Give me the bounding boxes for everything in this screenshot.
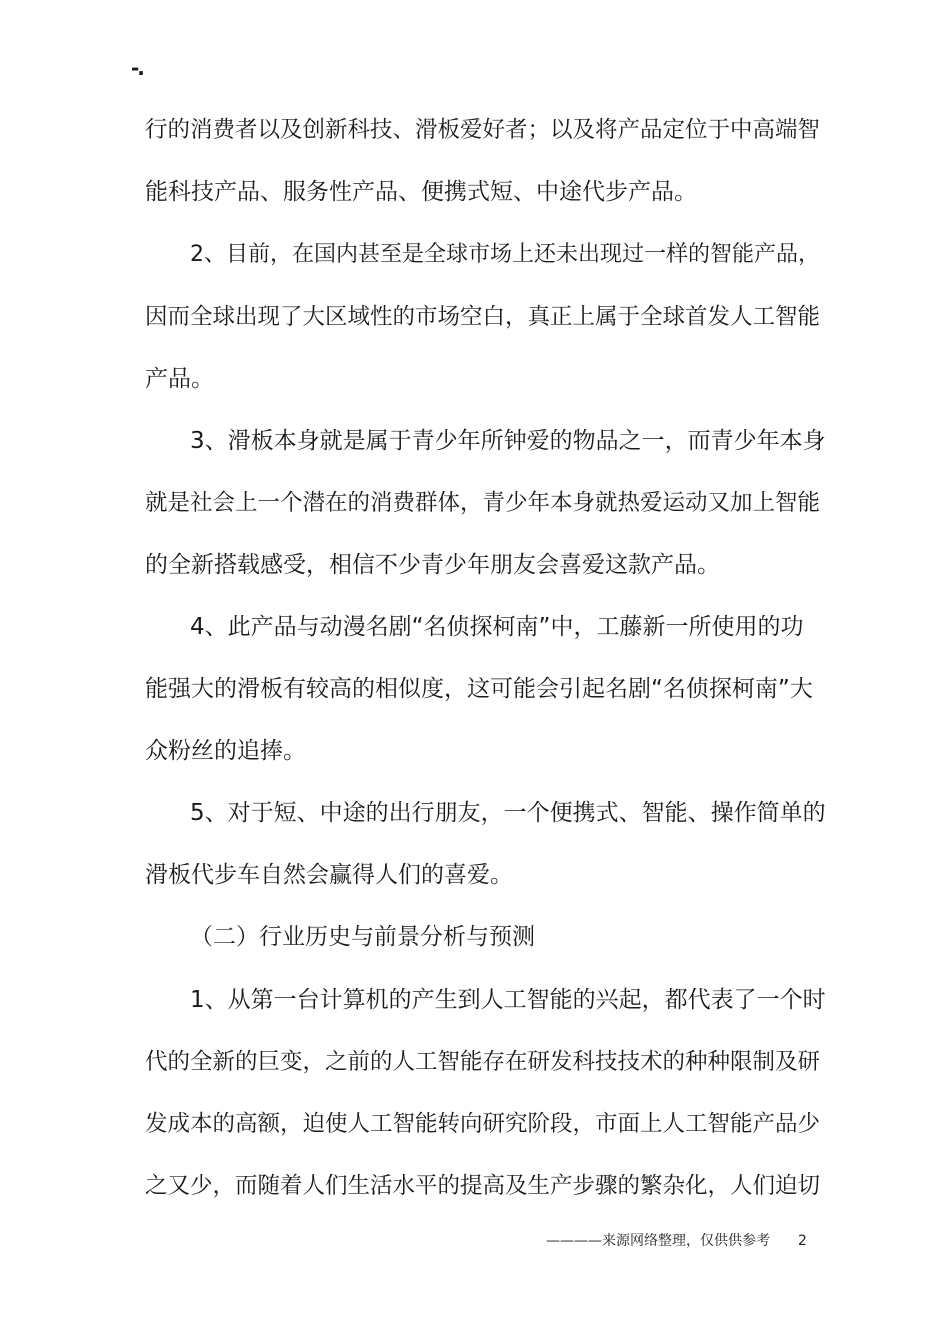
footer-source-note: ————来源网络整理，仅供供参考 — [546, 1233, 770, 1249]
text-line: 能科技产品、服务性产品、便携式短、中途代步产品。 — [145, 179, 697, 205]
text-line: 行的消费者以及创新科技、滑板爱好者；以及将产品定位于中高端智 — [145, 117, 821, 143]
text-line: 2、目前，在国内甚至是全球市场上还未出现过一样的智能产品， — [190, 242, 820, 267]
text-line: 代的全新的巨变，之前的人工智能存在研发科技技术的种种限制及研 — [145, 1049, 821, 1075]
page-number: 2 — [798, 1233, 807, 1249]
text-line: 就是社会上一个潜在的消费群体，青少年本身就热爱运动又加上智能 — [145, 490, 821, 516]
text-line: 1、从第一台计算机的产生到人工智能的兴起，都代表了一个时 — [190, 987, 826, 1013]
text-line: 的全新搭载感受，相信不少青少年朋友会喜爱这款产品。 — [145, 552, 720, 578]
text-line: 5、对于短、中途的出行朋友，一个便携式、智能、操作简单的 — [190, 800, 826, 826]
section-heading: （二）行业历史与前景分析与预测 — [190, 924, 535, 950]
text-line: 能强大的滑板有较高的相似度，这可能会引起名剧“名侦探柯南”大 — [145, 676, 813, 702]
text-line: 滑板代步车自然会赢得人们的喜爱。 — [145, 862, 513, 888]
header-mark: -. — [131, 56, 143, 80]
text-line: 产品。 — [145, 366, 214, 392]
text-line: 发成本的高额，迫使人工智能转向研究阶段，市面上人工智能产品少 — [145, 1111, 821, 1137]
text-line: 之又少，而随着人们生活水平的提高及生产步骤的繁杂化，人们迫切 — [145, 1173, 821, 1199]
text-line: 因而全球出现了大区域性的市场空白，真正上属于全球首发人工智能 — [145, 304, 821, 330]
text-line: 3、滑板本身就是属于青少年所钟爱的物品之一，而青少年本身 — [190, 428, 826, 454]
text-line: 4、此产品与动漫名剧“名侦探柯南”中，工藤新一所使用的功 — [190, 614, 804, 640]
text-line: 众粉丝的追捧。 — [145, 738, 306, 764]
